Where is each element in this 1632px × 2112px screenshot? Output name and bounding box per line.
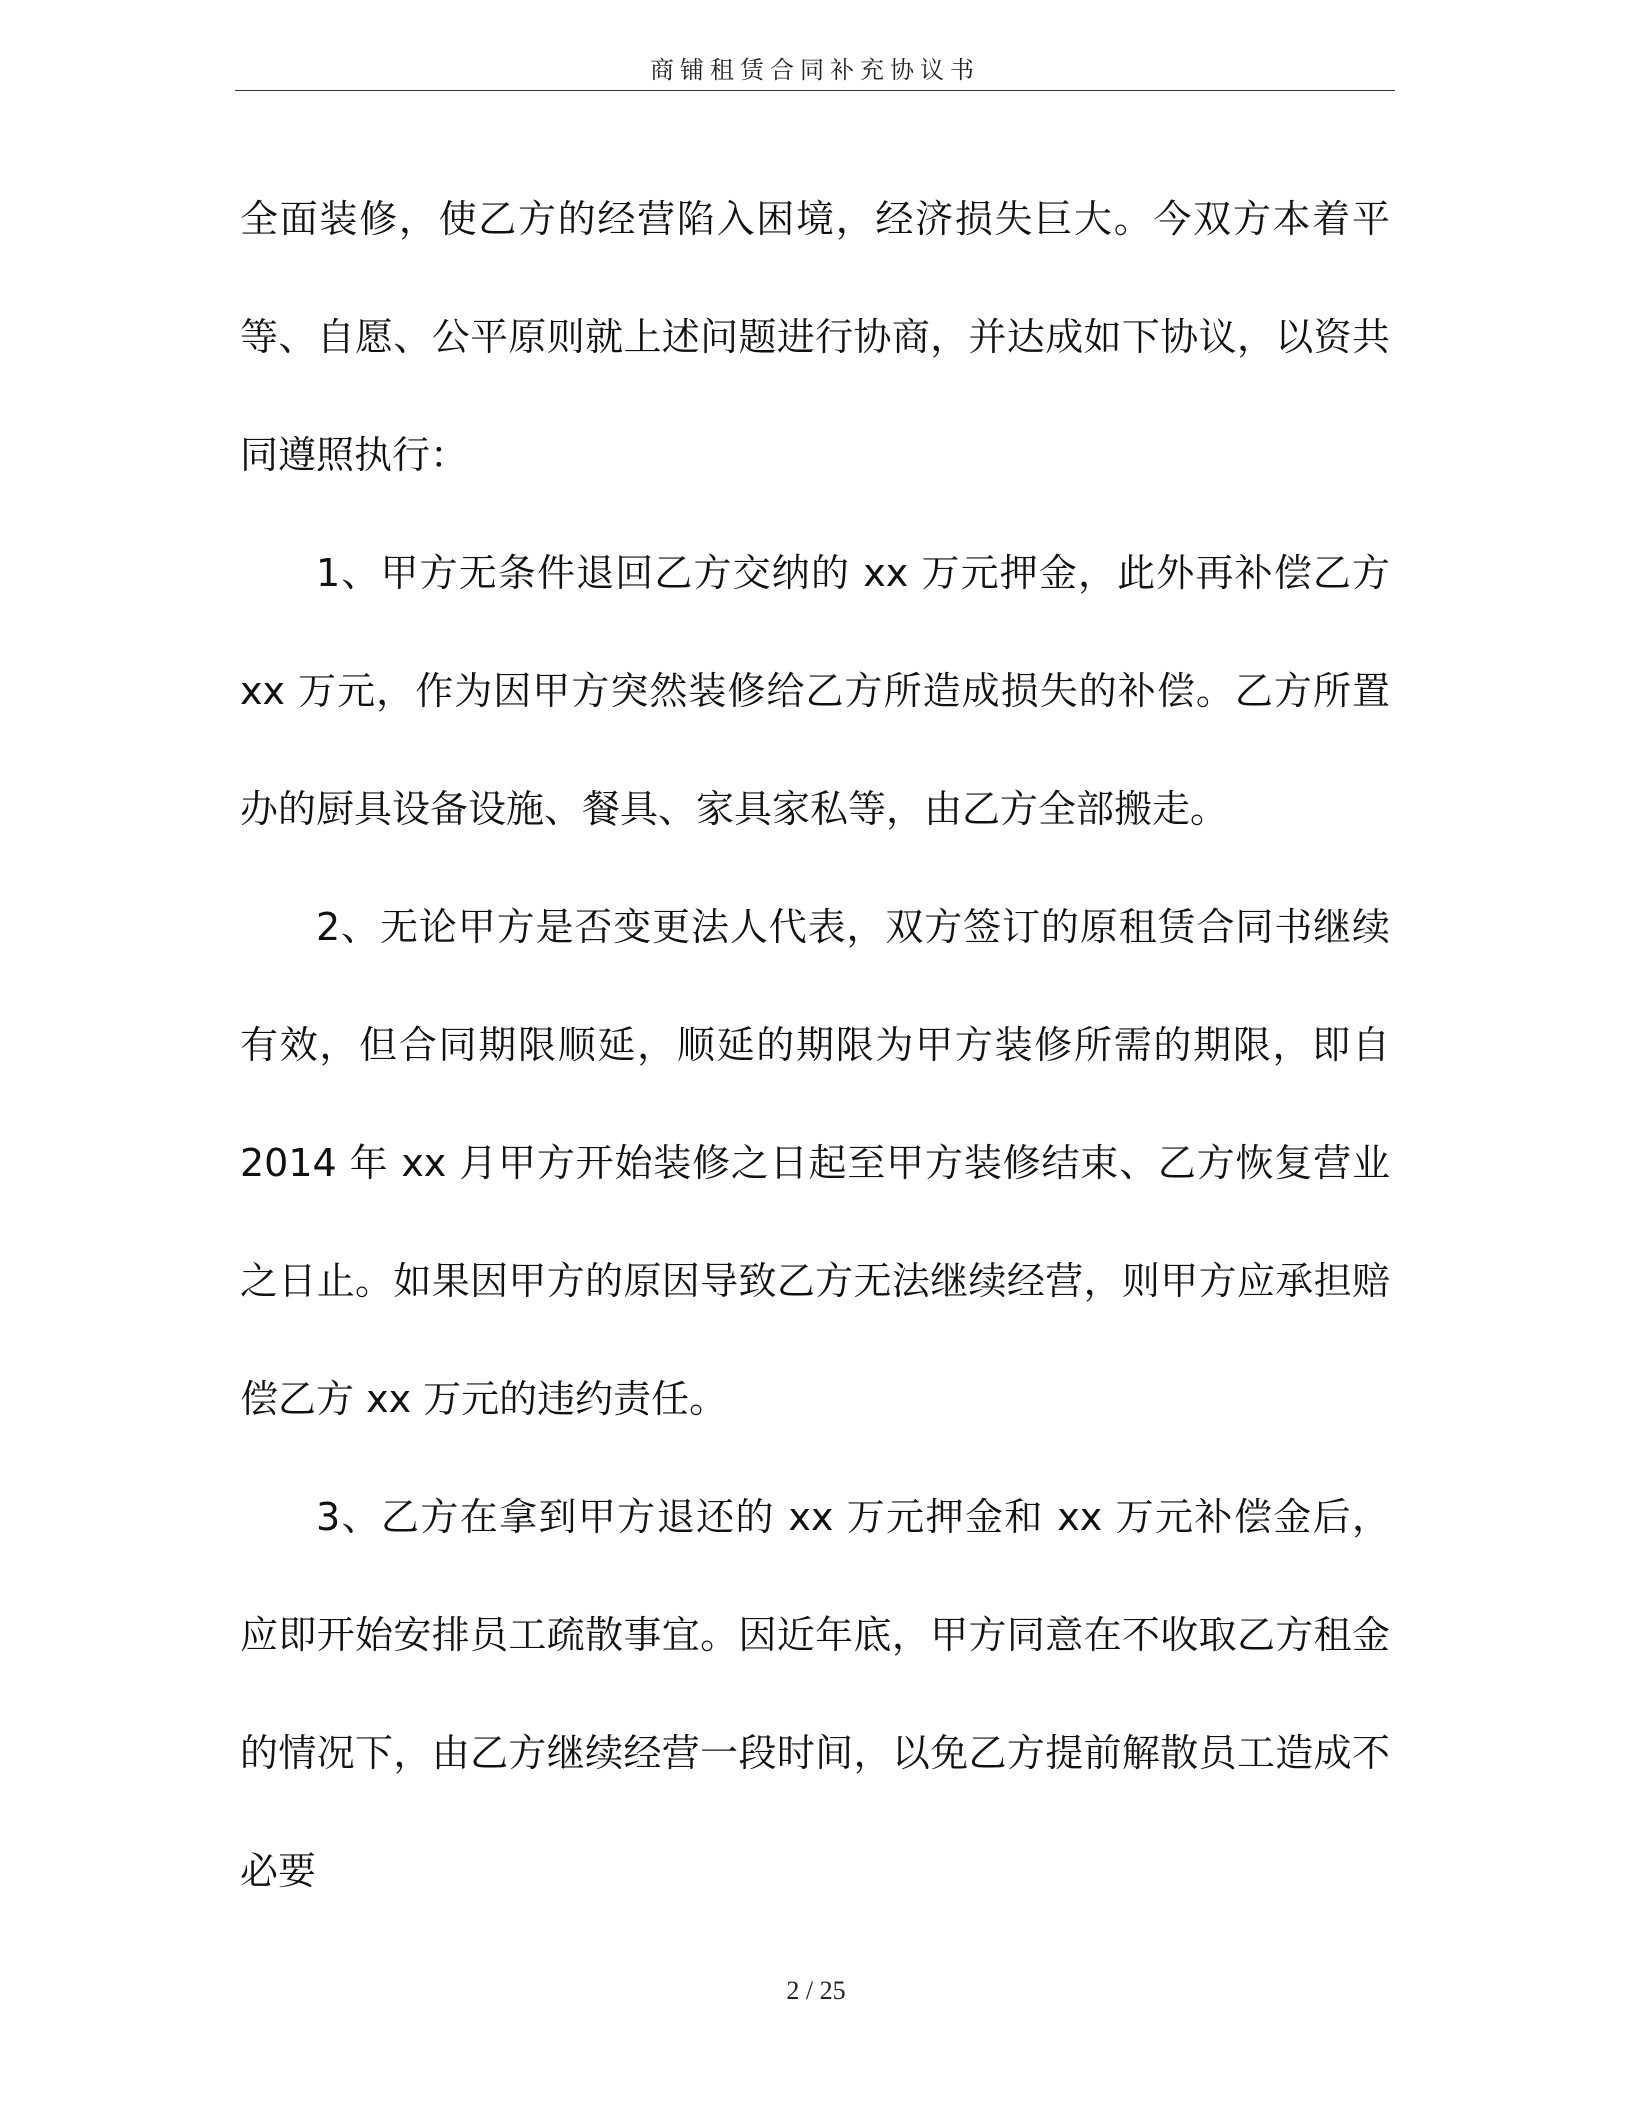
paragraph-clause-2: 2、无论甲方是否变更法人代表，双方签订的原租赁合同书继续有效，但合同期限顺延，顺延的期限为甲方装修所需的期限，即自 2014 年 xx 月甲方开始装修之日起至甲方装修结束、乙方恢复营业之日止。如果因甲方的原因导致乙方无法继续经营，则甲方应承担赔偿乙方 xx 万元的违约责任。	[240, 905, 1390, 1421]
document-body	[240, 160, 1390, 1930]
paragraph-clause-1: 1、甲方无条件退回乙方交纳的 xx 万元押金，此外再补偿乙方 xx 万元，作为因甲方突然装修给乙方所造成损失的补偿。乙方所置办的厨具设备设施、餐具、家具家私等，由乙方全部搬走。	[240, 551, 1390, 831]
header-divider	[235, 90, 1395, 91]
page-header-title: 商铺租赁合同补充协议书	[650, 56, 980, 84]
paragraph-clause-3: 3、乙方在拿到甲方退还的 xx 万元押金和 xx 万元补偿金后，应即开始安排员工疏散事宜。因近年底，甲方同意在不收取乙方租金的情况下，由乙方继续经营一段时间，以免乙方提前解散员工造成不必要	[240, 1495, 1390, 1893]
page-number: 2 / 25	[786, 1976, 846, 2005]
paragraph-continuation: 全面装修，使乙方的经营陷入困境，经济损失巨大。今双方本着平等、自愿、公平原则就上述问题进行协商，并达成如下协议，以资共同遵照执行：	[240, 197, 1390, 477]
